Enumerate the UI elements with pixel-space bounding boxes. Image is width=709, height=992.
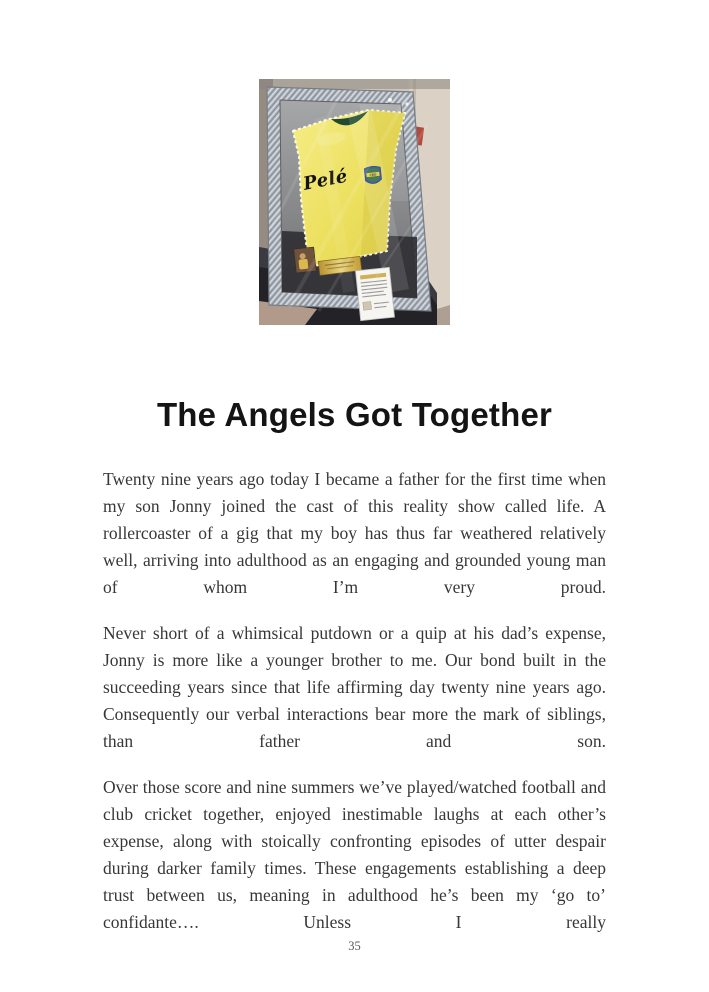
paragraph-1: Twenty nine years ago today I became a father for the first time when my son Jonny joined the cast of this reality show called life. A rollercoaster of a gig that my boy has thus far weathered relatively well, arriving into adulthood as an engaging and grounded young man of whom I’m very proud. — [103, 469, 606, 597]
badge-text: CBD — [369, 172, 377, 178]
framed-jersey-photo — [259, 79, 450, 325]
inset-photo — [294, 247, 316, 273]
body-copy — [103, 466, 606, 936]
page-title: The Angels Got Together — [156, 396, 553, 433]
pele-signature: Pelé — [301, 165, 350, 195]
page-number: 35 — [348, 939, 361, 953]
paragraph-3: Over those score and nine summers we’ve played/watched football and club cricket together, enjoyed inestimable laughs at each other’s expense, along with stoically confronting episodes of utter despair during darker family times. These engagements establishing a deep trust between us, meaning in adulthood he’s been my ‘go to’ confidante…. Unless I really — [103, 777, 606, 932]
sticker-dot — [388, 98, 392, 102]
certificate-card — [355, 267, 394, 320]
presentation-frame — [267, 87, 431, 321]
paragraph-2: Never short of a whimsical putdown or a quip at his dad’s expense, Jonny is more like a younger brother to me. Our bond built in the succeeding years since that life affirming day twenty nine years ago. Consequently our verbal interactions bear more the mark of siblings, than father and son. — [103, 623, 606, 751]
jersey-photo-svg — [259, 79, 450, 325]
